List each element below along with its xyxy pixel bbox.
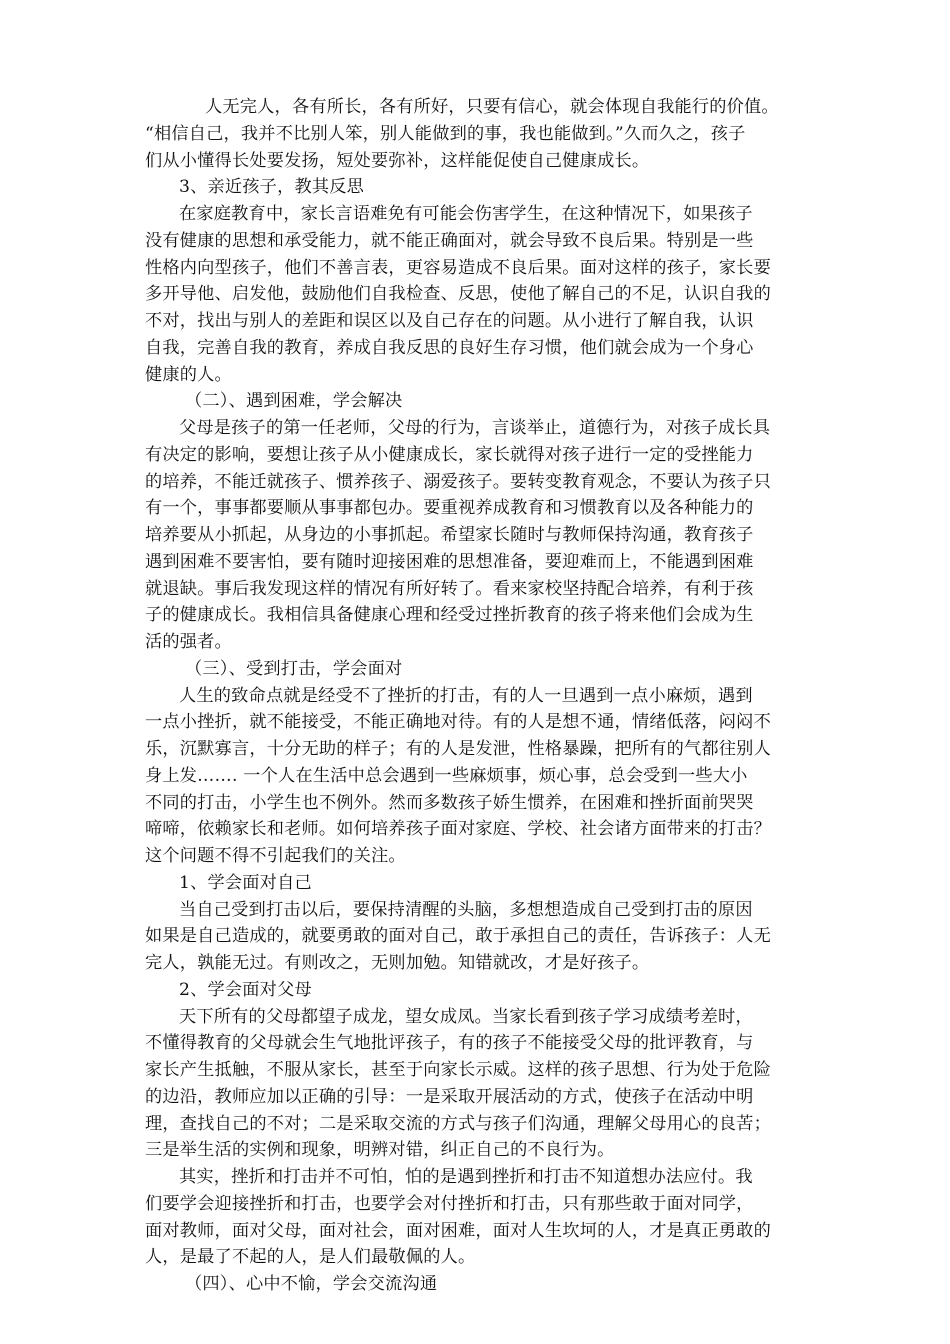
text-line: 三是举生活的实例和现象，明辨对错，纠正自己的不良行为。 xyxy=(145,1140,615,1161)
text-line: 2、学会面对父母 xyxy=(179,979,312,1000)
text-line: 人生的致命点就是经受不了挫折的打击，有的人一旦遇到一点小麻烦，遇到 xyxy=(179,685,753,706)
text-line: 培养要从小抓起，从身边的小事抓起。希望家长随时与教师保持沟通，教育孩子 xyxy=(145,525,754,545)
text-line: 1、学会面对自己 xyxy=(179,872,312,893)
text-line: 其实，挫折和打击并不可怕，怕的是遇到挫折和打击不知道想办法应付。我 xyxy=(179,1167,753,1187)
text-line: 多开导他、启发他，鼓励他们自我检查、反思，使他了解自己的不足，认识自我的 xyxy=(145,284,771,305)
text-line: 们从小懂得长处要发扬，短处要弥补，这样能促使自己健康成长。 xyxy=(145,150,650,171)
text-line: 健康的人。 xyxy=(145,364,232,385)
text-line: 天下所有的父母都望子成龙，望女成凤。当家长看到孩子学习成绩考差时， xyxy=(179,1006,753,1027)
text-line: 这个问题不得不引起我们的关注。 xyxy=(145,846,406,866)
text-line: 如果是自己造成的，就要勇敢的面对自己，敢于承担自己的责任，告诉孩子：人无 xyxy=(145,926,771,947)
text-line: （三）、受到打击，学会面对 xyxy=(185,658,403,679)
text-line: 有一个，事事都要顺从事事都包办。要重视养成教育和习惯教育以及各种能力的 xyxy=(145,498,754,519)
text-line: 乐，沉默寡言，十分无助的样子；有的人是发泄，性格暴躁，把所有的气都往别人 xyxy=(145,739,771,759)
text-line: 没有健康的思想和承受能力，就不能正确面对，就会导致不良后果。特别是一些 xyxy=(145,230,754,251)
text-line: 不对，找出与别人的差距和误区以及自己存在的问题。从小进行了解自我，认识 xyxy=(145,311,754,331)
text-line: 不同的打击，小学生也不例外。然而多数孩子娇生惯养，在困难和挫折面前哭哭 xyxy=(145,792,754,813)
document-page xyxy=(145,94,811,1298)
text-line: 父母是孩子的第一任老师，父母的行为，言谈举止，道德行为，对孩子成长具 xyxy=(179,418,771,438)
text-line: 家长产生抵触，不服从家长，甚至于向家长示威。这样的孩子思想、行为处于危险 xyxy=(145,1060,771,1080)
text-line: 的培养，不能迁就孩子、惯养孩子、溺爱孩子。要转变教育观念，不要认为孩子只 xyxy=(145,471,771,492)
text-line: 子的健康成长。我相信具备健康心理和经受过挫折教育的孩子将来他们会成为生 xyxy=(145,605,754,626)
text-line: （四）、心中不愉，学会交流沟通 xyxy=(185,1274,438,1294)
text-line: 遇到困难不要害怕，要有随时迎接困难的思想准备，要迎难而上，不能遇到困难 xyxy=(145,551,754,572)
text-line: 在家庭教育中，家长言语难免有可能会伤害学生，在这种情况下，如果孩子 xyxy=(179,204,753,224)
text-line: 理，查找自己的不对；二是采取交流的方式与孩子们沟通，理解父母用心的良苦； xyxy=(145,1113,771,1134)
text-line: 的边沿，教师应加以正确的引导：一是采取开展活动的方式，使孩子在活动中明 xyxy=(145,1086,754,1107)
text-line: 身上发……. 一个人在生活中总会遇到一些麻烦事，烦心事，总会受到一些大小 xyxy=(145,765,748,786)
text-line: 们要学会迎接挫折和打击，也要学会对付挫折和打击，只有那些敢于面对同学， xyxy=(145,1193,754,1214)
text-line: 不懂得教育的父母就会生气地批评孩子，有的孩子不能接受父母的批评教育，与 xyxy=(145,1033,754,1054)
text-line: 当自己受到打击以后，要保持清醒的头脑，多想想造成自己受到打击的原因 xyxy=(179,899,753,920)
text-line: 活的强者。 xyxy=(145,632,232,652)
text-line: 3、亲近孩子，教其反思 xyxy=(179,177,365,198)
text-line: 啼啼，依赖家长和老师。如何培养孩子面对家庭、学校、社会诸方面带来的打击？ xyxy=(145,819,771,840)
text-line: 一点小挫折，就不能接受，不能正确地对待。有的人是想不通，情绪低落，闷闷不 xyxy=(145,712,771,733)
text-line: 自我，完善自我的教育，养成自我反思的良好生存习惯，他们就会成为一个身心 xyxy=(145,337,754,358)
text-line: 面对教师，面对父母，面对社会，面对困难，面对人生坎坷的人，才是真正勇敢的 xyxy=(145,1220,771,1241)
text-line: 人无完人，各有所长，各有所好，只要有信心，就会体现自我能行的价值。 xyxy=(205,97,779,117)
text-line: 人，是最了不起的人，是人们最敬佩的人。 xyxy=(145,1247,476,1268)
text-line: 有决定的影响，要想让孩子从小健康成长，家长就得对孩子进行一定的受挫能力 xyxy=(145,444,754,465)
text-line: 就退缺。事后我发现这样的情况有所好转了。看来家校坚持配合培养，有利于孩 xyxy=(145,578,754,599)
text-line: （二）、遇到困难，学会解决 xyxy=(185,391,403,412)
text-line: 完人，孰能无过。有则改之，无则加勉。知错就改，才是好孩子。 xyxy=(145,953,650,973)
text-line: 性格内向型孩子，他们不善言表，更容易造成不良后果。面对这样的孩子，家长要 xyxy=(145,257,771,278)
text-line: “相信自己，我并不比别人笨，别人能做到的事，我也能做到。”久而久之，孩子 xyxy=(145,123,746,144)
